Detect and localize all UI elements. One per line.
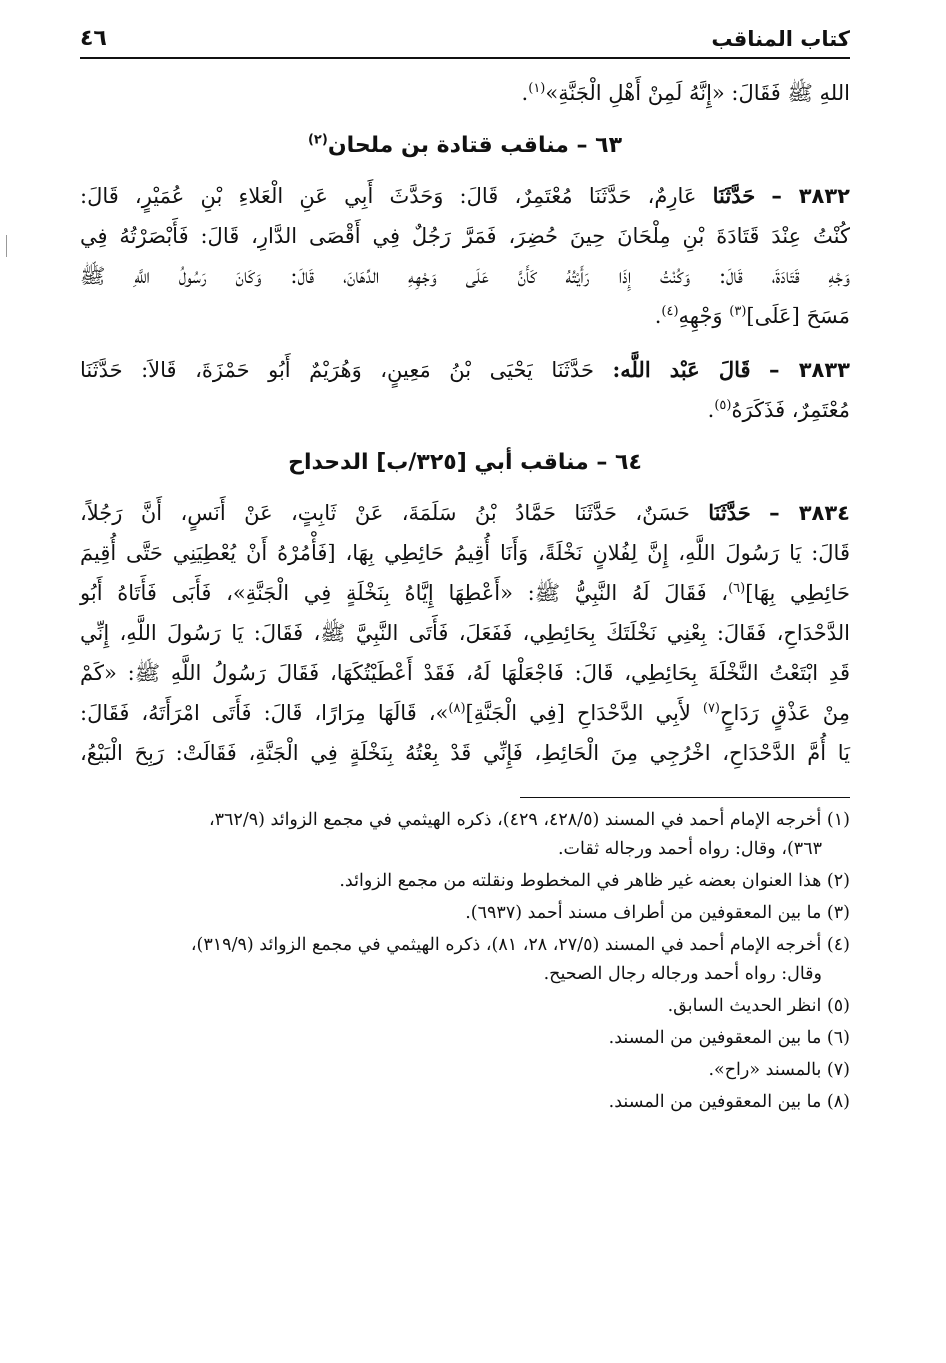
hadith-3832 bbox=[80, 176, 850, 336]
continuation-text: اللهِ ﷺ فَقَالَ: «إِنَّهُ لَمِنْ أَهْلِ الْجَنَّةِ» bbox=[545, 81, 850, 105]
hadith-lead: حَدَّثَنَا bbox=[712, 183, 756, 208]
hadith-text: مُعْتَمِرٌ، فَذَكَرَهُ bbox=[731, 398, 850, 422]
hadith-number: ٣٨٣٤ – bbox=[769, 501, 850, 525]
hadith-text: وَجْهِهِ bbox=[678, 304, 730, 328]
hadith-3833 bbox=[80, 350, 850, 430]
margin-mark bbox=[6, 235, 7, 257]
hadith-number: ٣٨٣٣ – bbox=[769, 358, 850, 382]
footnote-ref: (٣) bbox=[729, 304, 747, 319]
footnote-3: (٣) ما بين المعقوفين من أطراف مسند أحمد (٦٩٣٧). bbox=[465, 903, 850, 923]
text-line bbox=[80, 390, 850, 430]
hadith-text: ، فَقَالَ لَهُ النَّبِيُّ ﷺ: «أَعْطِهَا إِيَّاهُ بِنَخْلَةٍ فِي الْجَنَّةِ»، فَأَبَى فَأَتَاهُ أَبُو bbox=[80, 581, 729, 605]
page-number: ٤٦ bbox=[80, 26, 107, 51]
footnotes bbox=[80, 806, 850, 1117]
hadith-text-end: . bbox=[654, 304, 662, 328]
hadith-number: ٣٨٣٢ – bbox=[771, 184, 850, 208]
footnote-ref: (١) bbox=[528, 81, 546, 96]
text-line bbox=[80, 350, 850, 390]
hadith-text: لأَبِي الدَّحْدَاحِ [فِي الْجَنَّةِ] bbox=[465, 701, 703, 725]
section-title-text: ٦٣ – مناقب قتادة بن ملحان bbox=[327, 133, 623, 158]
text-line bbox=[80, 176, 850, 216]
footnote-4-cont: وقال: رواه أحمد ورجاله رجال الصحيح. bbox=[543, 964, 822, 984]
hadith-text: »، قَالَهَا مِرَارًا، قَالَ: فَأَتَى امْرَأَتَهُ، فَقَالَ: bbox=[80, 701, 449, 725]
footnote-ref: (٦) bbox=[728, 581, 746, 596]
footnote-ref: (٢) bbox=[307, 132, 328, 148]
page-header bbox=[80, 26, 850, 59]
hadith-text-end: . bbox=[707, 398, 715, 422]
footnote-ref: (٧) bbox=[702, 701, 720, 716]
footnote-4: (٤) أخرجه الإمام أحمد في المسند (٢٧/٥، ٢٨، ٨١)، ذكره الهيثمي في مجمع الزوائد (٣١٩/٩)، bbox=[190, 935, 850, 955]
continuation-line bbox=[80, 73, 850, 113]
footnote-ref: (٥) bbox=[714, 398, 732, 413]
text-line: الدَّحْدَاحِ، فَقَالَ: بِعْنِي نَخْلَتَكَ بِحَائِطِي، فَفَعَلَ، فَأَتَى النَّبِيَّ ﷺ، فَقَالَ: يَا رَسُولَ اللَّهِ، إِنِّي bbox=[80, 621, 850, 645]
footnote-ref: (٤) bbox=[661, 304, 679, 319]
footnote-6: (٦) ما بين المعقوفين من المسند. bbox=[608, 1028, 850, 1048]
footnote-8: (٨) ما بين المعقوفين من المسند. bbox=[608, 1092, 850, 1112]
section-title-63 bbox=[80, 133, 850, 158]
hadith-lead: حَدَّثَنَا bbox=[708, 500, 751, 525]
hadith-lead: قَالَ عَبْد اللَّه: bbox=[612, 357, 751, 382]
footnote-ref: (٨) bbox=[448, 701, 466, 716]
hadith-text: حَسَنٌ، حَدَّثَنَا حَمَّادُ بْنُ سَلَمَةَ، عَنْ ثَابِتٍ، عَنْ أَنَسٍ، أَنَّ رَجُلاً، bbox=[80, 501, 690, 525]
continuation-end: . bbox=[521, 81, 529, 105]
section-title-64: ٦٤ – مناقب أبي [٣٢٥/ب] الدحداح bbox=[288, 450, 642, 475]
text-line: كُنْتُ عِنْدَ قَتَادَةَ بْنِ مِلْحَانَ حِينَ حُضِرَ، فَمَرَّ رَجُلٌ فِي أَقْصَى الدَّارِ، قَالَ: فَأَبْصَرْتُهُ فِي bbox=[80, 224, 850, 248]
footnote-1-cont: ٣٦٣)، وقال: رواه أحمد ورجاله ثقات. bbox=[557, 839, 822, 859]
text-line bbox=[80, 296, 850, 336]
text-line bbox=[80, 493, 850, 533]
hadith-text: مِنْ عَذْقٍ رَدَاحٍ bbox=[720, 701, 850, 725]
text-line: قَالَ: يَا رَسُولَ اللَّهِ، إِنَّ لِفُلانٍ نَخْلَةً، وَأَنَا أُقِيمُ حَائِطِي بِهَا، [فَأْمُرْهُ أَنْ يُعْطِيَنِي حَتَّى أُقِيمَ bbox=[80, 541, 850, 565]
text-line: يَا أُمَّ الدَّحْدَاحِ، اخْرُجِي مِنَ الْحَائِطِ، فَإِنِّي قَدْ بِعْتُهُ بِنَخْلَةٍ فِي الْجَنَّةِ، فَقَالَتْ: رَبِحَ الْبَيْعُ، bbox=[80, 741, 850, 765]
footnote-2: (٢) هذا العنوان بعضه غير ظاهر في المخطوط ونقلته من مجمع الزوائد. bbox=[339, 871, 850, 891]
hadith-text: حَدَّثَنَا يَحْيَى بْنُ مَعِينٍ، وَهُرَيْمٌ أَبُو حَمْزَةَ، قَالاَ: حَدَّثَنَا bbox=[80, 358, 594, 382]
text-line: وَجْهِ قَتَادَةَ، قَالَ: وَكُنْتُ إِذَا رَأَيْتُهُ كَأَنَّ عَلَى وَجْهِهِ الدِّهَانَ، قَالَ: وَكَانَ رَسُولُ اللَّهِ ﷺ bbox=[80, 264, 850, 288]
running-title: كتاب المناقب bbox=[711, 27, 850, 51]
footnote-5: (٥) انظر الحديث السابق. bbox=[667, 996, 850, 1016]
hadith-text: عَارِمٌ، حَدَّثَنَا مُعْتَمِرٌ، قَالَ: وَحَدَّثَ أَبِي عَنِ الْعَلاءِ بْنِ عُمَيْرٍ، قَالَ: bbox=[80, 184, 697, 208]
hadith-text: مَسَحَ [عَلَى] bbox=[746, 304, 850, 328]
text-line: قَدِ ابْتَعْتُ النَّخْلَةَ بِحَائِطِي، قَالَ: فَاجْعَلْهَا لَهُ، فَقَدْ أَعْطَيْتُكَهَا، فَقَالَ رَسُولُ اللَّهِ ﷺ: «كَمْ bbox=[80, 661, 850, 685]
hadith-text: حَائِطِي بِهَا] bbox=[745, 581, 850, 605]
footnote-7: (٧) بالمسند «راح». bbox=[708, 1060, 850, 1080]
text-line bbox=[80, 693, 850, 733]
footnote-1: (١) أخرجه الإمام أحمد في المسند (٤٢٨/٥، ٤٢٩)، ذكره الهيثمي في مجمع الزوائد (٣٦٢/٩، bbox=[208, 810, 850, 830]
footnote-divider bbox=[520, 797, 850, 798]
text-line bbox=[80, 573, 850, 613]
hadith-3834 bbox=[80, 493, 850, 773]
